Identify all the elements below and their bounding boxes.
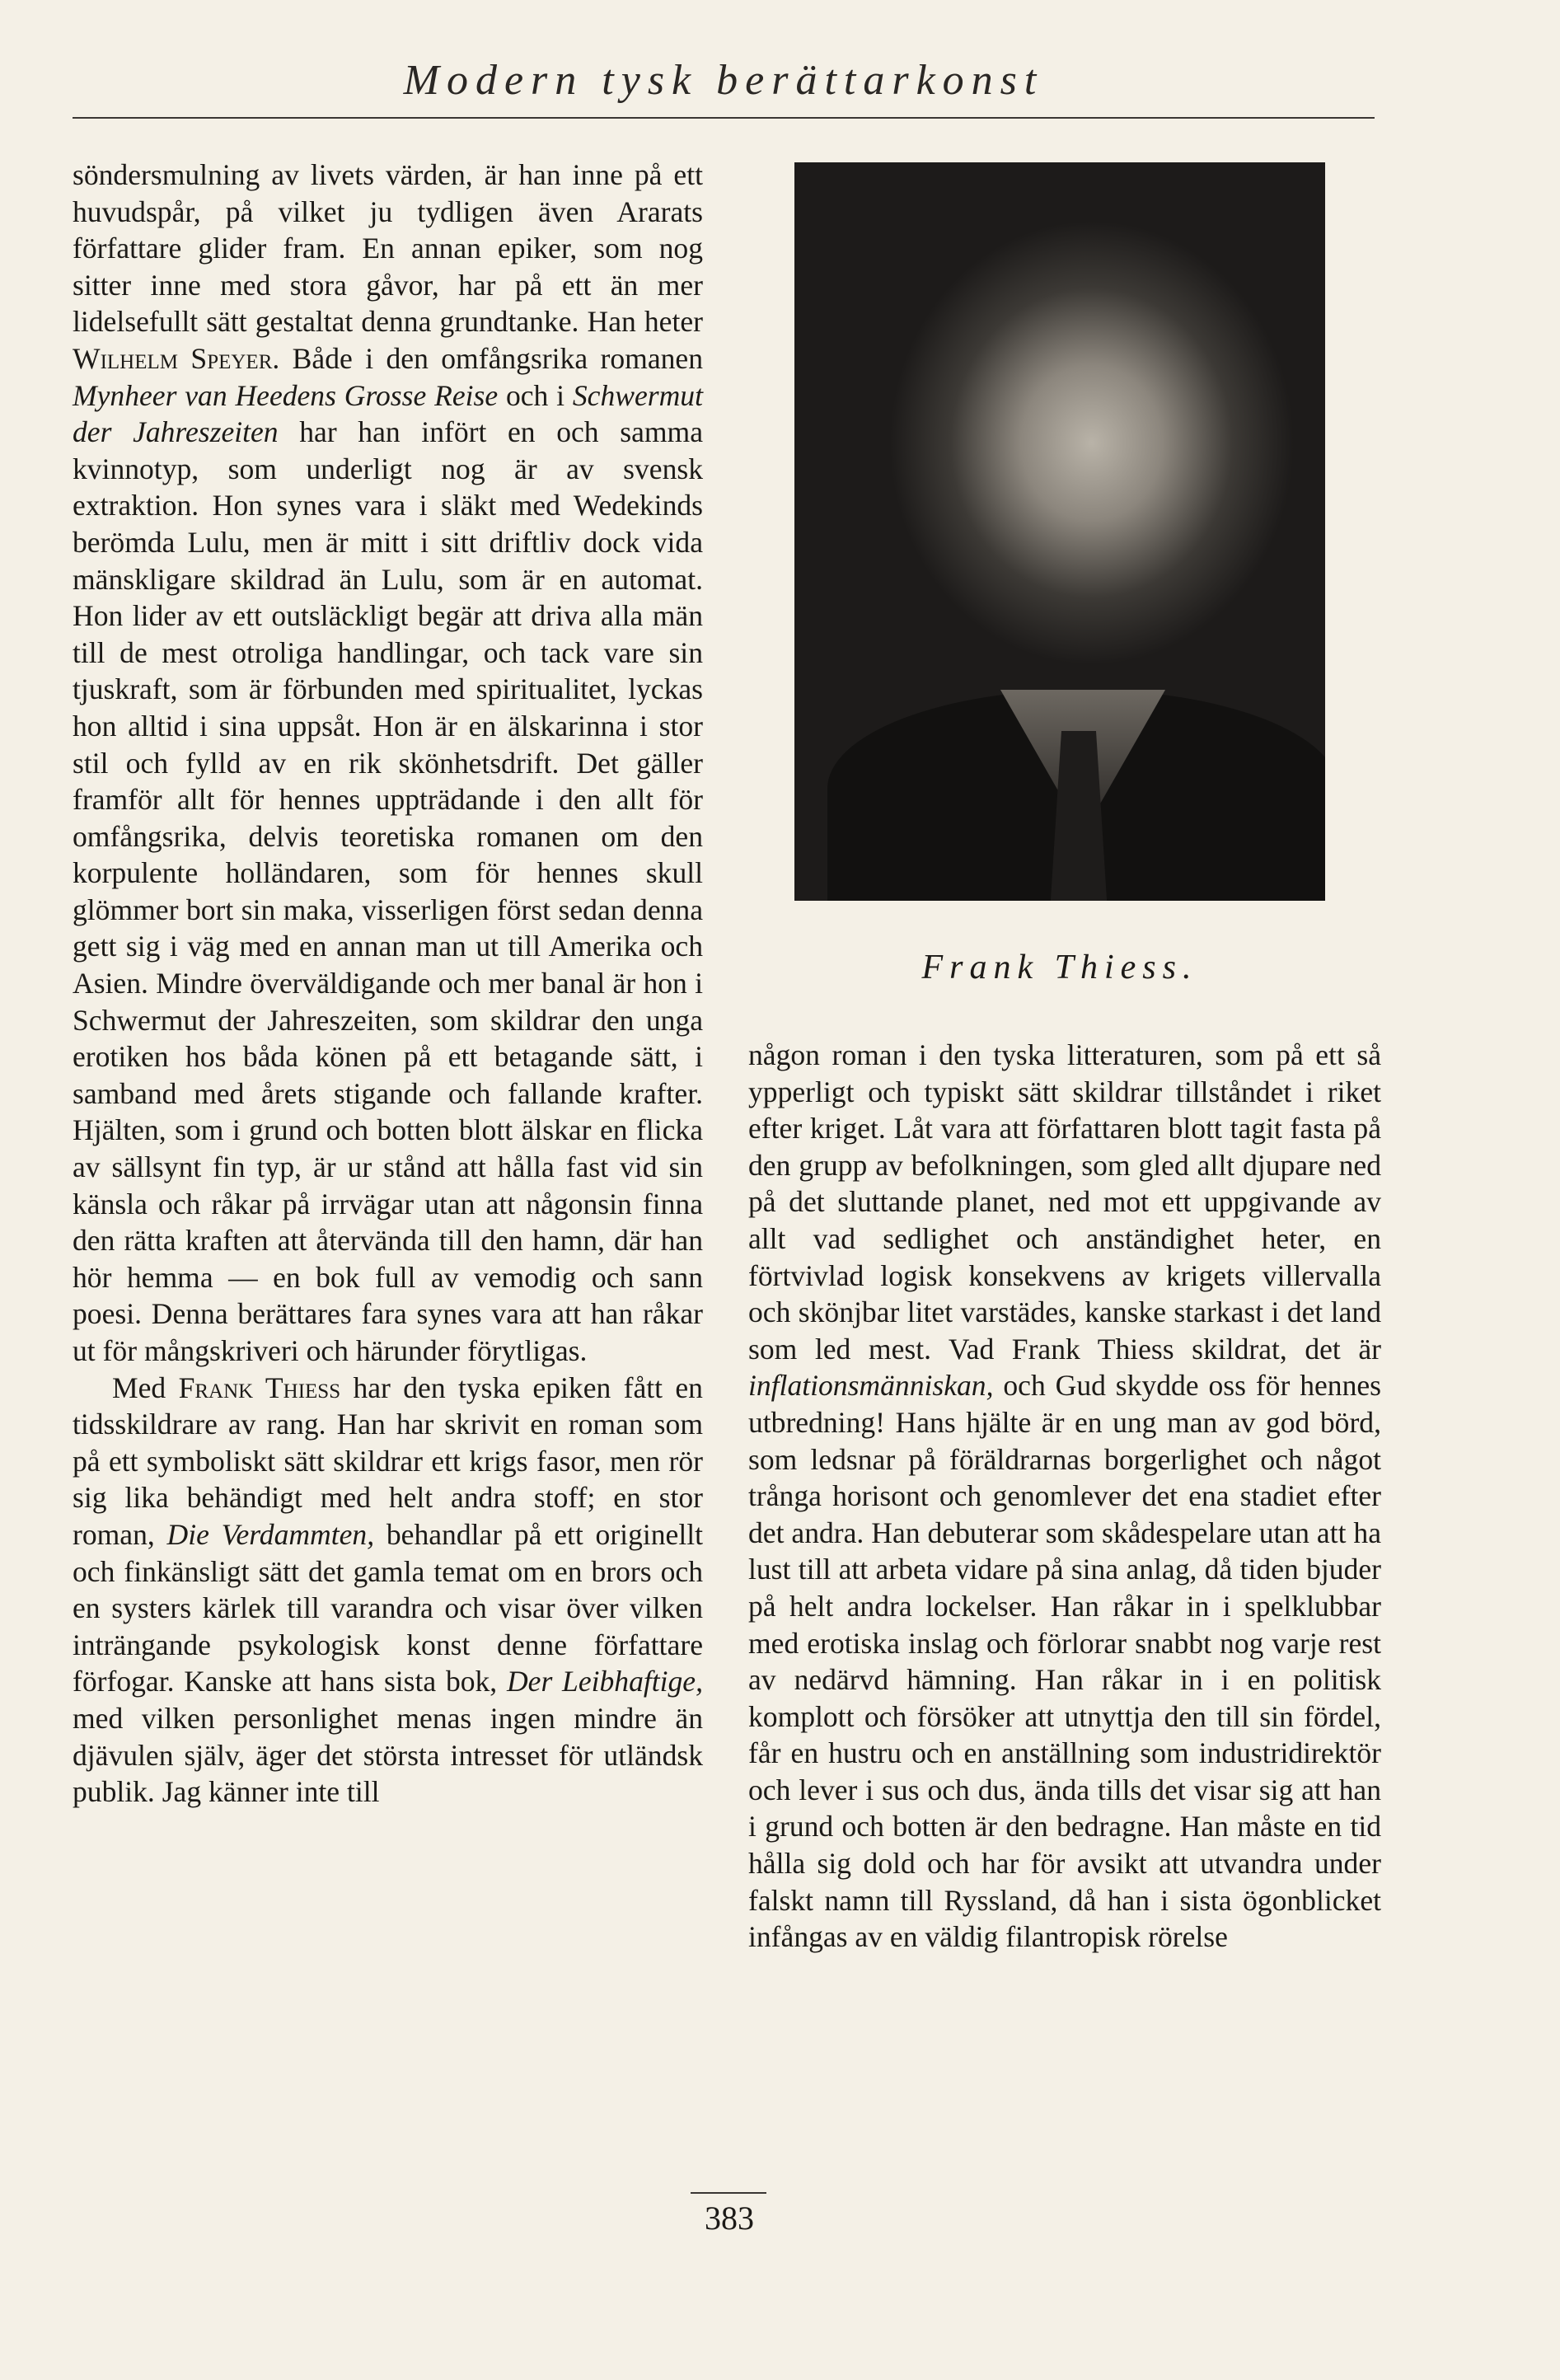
paragraph-2 [73,1370,703,1811]
book-title: Mynheer van Heedens Grosse Reise [73,378,499,412]
paragraph-1 [73,157,703,1370]
header-rule [73,117,1375,119]
book-title: Der Leibhaftige, [506,1665,703,1698]
author-name: Wilhelm Speyer [73,341,273,375]
text-run: Med [112,1370,179,1404]
page-number: 383 [705,2200,754,2237]
text-run: och i [498,378,573,412]
text-run: och Gud skydde oss för hennes utbredning! Hans hjälte är en ung man av god börd, som ledsnar på föräldrarnas borgerlighet och något trånga horisont och genomlever det ena stadiet efter det andra. Han debuterar som skådespelare utan att ha lust till att arbeta vidare på sina anlag, då tiden bjuder på helt andra lockelser. Han råkar in i spelklubbar med erotiska inslag och förlorar snabbt nog varje rest av nedärvd hämning. Han råkar in i en politisk komplott och försöker att utnyttja den till sin fördel, får en hustru och en anställning som industridirektör och lever i sus och dus, ända tills det visar sig att han i grund och botten är den bedragne. Han måste en tid hålla sig dold och har för avsikt att utvandra under falskt namn till Ryssland, då han i sista ögonblicket infångas av en väldig filantropisk rörelse [748,1369,1381,1954]
text-run: söndersmulning av livets värden, är han inne på ett huvudspår, på vilket ju tydligen även Ararats författare glider fram. En annan epiker, som nog sitter inne med stora gåvor, har på ett än mer lidelsefullt sätt gestaltat denna grundtanke. Han heter [73,158,703,339]
text-run: har han infört en och samma kvinnotyp, som underligt nog är av svensk extraktion. Hon synes vara i släkt med Wedekinds berömda Lulu, men är mitt i sitt driftliv dock vida mänskligare skildrad än Lulu, som är en automat. Hon lider av ett outsläckligt begär att driva alla män till de mest otroliga handlingar, och tack vare sin tjuskraft, som är förbunden med spiritualitet, lyckas hon alltid i sina uppsåt. Hon är en älskarinna i stor stil och fylld av en rik skönhetsdrift. Det gäller framför allt för hennes uppträdande i den allt för omfångsrika, delvis teoretiska romanen om den korpulente holländaren, som för hennes skull glömmer bort sin maka, visserligen först sedan denna gett sig i väg med en annan man ut till Amerika och Asien. Mindre överväldigande och mer banal är hon i Schwermut der Jahreszeiten, som skildrar den unga erotiken hos båda könen på ett betagande sätt, i samband med årets stigande och fallande krafter. Hjälten, som i grund och botten blott älskar en flicka av sällsynt fin typ, är ur stånd att hålla fast vid sin känsla och råkar på irrvägar utan att någonsin finna den rätta kraften att återvända till den hamn, där han hör hemma — en bok full av vemodig och sann poesi. Denna berättares fara synes vara att han råkar ut för mångskriveri och härunder förytligas. [73,415,704,1367]
text-run: behandlar på ett originellt och finkänsligt sätt det gamla temat om en brors och en systers kärlek till varandra och visar över vilken inträngande psykologisk konst denne författare förfogar. Kanske att hans sista bok, [73,1517,703,1698]
photo-caption: Frank Thiess. [921,949,1198,986]
paragraph-3 [748,1037,1381,1956]
folio-rule [691,2192,766,2194]
left-column [73,157,703,1811]
text-run: med vilken personlighet menas ingen mindre än djävulen själv, äger det största intresset för utländsk publik. Jag känner inte till [73,1701,703,1809]
text-run: någon roman i den tyska litteraturen, som på ett så ypperligt och typiskt sätt skildrar tillståndet i riket efter kriget. Låt vara att författaren blott tagit fasta på den grupp av befolkningen, som gled allt djupare ned på det sluttande planet, ned mot ett uppgivande av allt vad sedlighet och anständighet heter, en förtvivlad logisk konsekvens av krigets villervalla och skönjbar litet varstädes, kanske starkast i det land som led mest. Vad Frank Thiess skildrat, det är [748,1038,1381,1366]
book-title: Die Verdammten, [166,1517,375,1551]
right-column [748,1037,1381,1956]
book-title: Schwermut der Jahreszeiten [73,378,703,449]
portrait-photo [794,162,1325,901]
text-run: . Både i den omfångsrika romanen [272,341,703,375]
text-run: har den tyska epiken fått en tidsskildrare av rang. Han har skrivit en roman som på ett symboliskt sätt skildrar ett krigs fasor, men rör sig lika behändigt med helt andra stoff; en stor roman, [73,1370,703,1551]
running-head: Modern tysk berättarkonst [403,57,1044,104]
author-name: Frank Thiess [178,1370,341,1404]
emphasized-term: inflationsmänniskan, [748,1369,994,1403]
